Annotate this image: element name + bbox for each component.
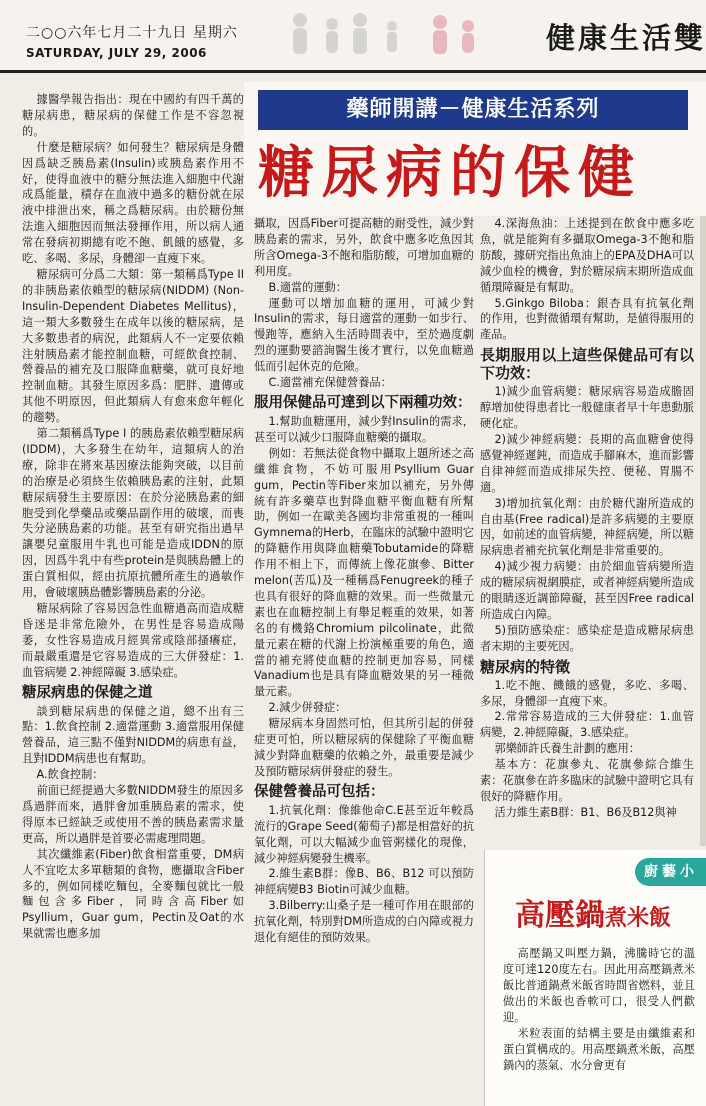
paragraph: C.適當補充保健營養品：	[268, 376, 392, 390]
paragraph: 4)減少視力病變：由於細血管病變所造成的糖尿病視網膜症，或者神經病變所造成的眼睛逐近調節障礙，甚至因Free radical所造成白內障。	[480, 560, 694, 621]
paragraph: 3.Bilberry:山桑子是一種可作用在眼部的抗氧化劑，特別對DM所造成的白內障或視力退化有絕佳的預防效果。	[254, 899, 474, 945]
cooking-column	[484, 850, 706, 1106]
paragraph: 據醫學報告指出：現在中國約有四千萬的糖尿病患，糖尿病的保健工作是不容忽視的。	[22, 93, 244, 138]
paragraph: 談到糖尿病患的保健之道，總不出有三點：1.飲食控制 2.適當運動 3.適當服用保健營養品，這三點不僅對NIDDM的病患有益，且對IDDM病患也有幫助。	[22, 704, 244, 766]
paragraph: 例如：若無法從食物中攝取上題所述之高纖維食物，不妨可服用Psyllium Guar gum，Pectin等Fiber來加以補充，另外傳統有許多藥草也對降血糖平衡血糖有所幫助，例如一在歐美各國均非常重視的一種叫Gymnema的Herb，在臨床的試驗中證明它的降糖作用與降血糖藥Tobutamide的降糖作用不相上下，而傳統上像花旗參、Bitter melon(苦瓜)及一種稱爲Fenugreek的種子也具有很好的降血糖的效果。而一些微量元素也在血糖控制上有舉足輕重的效果，如著名的有機鉻Chromium pilcolinate，此微量元素在糖的代謝上扮演極重要的角色，適當的補充將使血糖的控制更加容易，同樣Vanadium也是具有降血糖效果的另一種微量元素。	[254, 446, 474, 699]
paragraph: 4.深海魚油：上述提到在飲食中應多吃魚，就是能夠有多攝取Omega-3不飽和脂肪酸，據研究指出魚油上的EPA及DHA可以減少血栓的機會，對於糖尿病末期所造成血循環障礙是有幫助。	[480, 217, 694, 294]
article-banner	[244, 82, 706, 216]
paragraph: 郭樂師許氏養生計劃的應用：	[494, 742, 640, 756]
date-chinese: 二○○六年七月二十九日 星期六	[26, 25, 238, 41]
paragraph: 糖尿病本身固然可怕，但其所引起的併發症更可怕，所以糖尿病的保健除了平衡血糖減少對降血糖藥的依賴之外，最重要是減少及預防糖尿病併發症的發生。	[254, 717, 474, 778]
paragraph: 基本方：花旗參丸、花旗參綜合維生素：花旗參在許多臨床的試驗中證明它具有很好的降糖作用。	[480, 758, 694, 803]
paragraph: 3)增加抗氧化劑：由於糖代謝所造成的自由基(Free radical)是許多病變的主要原因，如前述的血管病變，神經病變，所以糖尿病患者補充抗氧化劑是非常重要的。	[480, 496, 694, 558]
paragraph: 攝取，因爲Fiber可提高糖的耐受性，減少對胰島素的需求，另外，飲食中應多吃魚因其所含Omega-3不飽和脂肪酸，可增加血糖的利用度。	[254, 217, 474, 278]
paragraph: 1.幫助血糖運用，減少對Insulin的需求，甚至可以減少口服降血糖藥的攝取。	[254, 414, 474, 444]
paragraph: 1.抗氧化劑：像維他命C.E甚至近年較爲流行的Grape Seed(葡萄子)都是相當好的抗氧化劑，可以大幅減少血管粥樣化的現像，減少神經病變發生機率。	[254, 803, 474, 865]
adjacent-page-edge	[700, 216, 706, 846]
paragraph: 2)減少神經病變：長期的高血糖會使得感覺神經遲鈍，而造成手腳麻木，進而影響自律神經而造成排尿失控、便秘、胃腸不適。	[480, 432, 694, 494]
paragraph: 什麼是糖尿病？如何發生？糖尿病是身體因爲缺乏胰島素(Insulin)或胰島素作用不好，使得血液中的糖分無法進入細胞中代謝成爲能量，積存在血液中過多的糖份就在尿液中排泄出來，稱之爲糖尿病。由於糖份無法進入細胞因而無法發揮作用，所以病人通常在發病初期總有吃不飽、飢餓的感覺，多吃、多喝、多尿，身體卻一直瘦下來。	[22, 140, 244, 266]
cooking-title-main: 高壓鍋	[515, 898, 605, 933]
paragraph: 2.常常容易造成的三大併發症：1.血管病變，2.神經障礙，3.感染症。	[480, 710, 694, 740]
subheading: 長期服用以上這些保健品可有以下功效：	[480, 346, 694, 383]
article-column-3	[480, 216, 694, 844]
paragraph: 運動可以增加血糖的運用，可減少對Insulin的需求，每日適當的運動一如步行、慢跑等，應納入生活時間表中，至於過度劇烈的運動要諮詢醫生後才實行，以免血糖過低而引起休克的危險。	[254, 296, 474, 374]
paragraph: 前面已經提過大多數NIDDM發生的原因多爲過胖而來，過胖會加重胰島素的需求，使得原本已經缺乏或使用不善的胰島素需求量更高，所以過胖是首要必需處理問題。	[22, 784, 244, 845]
paragraph: 其次纖維素(Fiber)飲食相當重要，DM病人不宜吃太多單糖類的食物，應攝取含Fiber多的，例如同樣吃麵包，全麥麵包就比一般麵包含多Fiber，同時含高Fiber如Psyllium，Guar gum，Pectin及Oat的水果就需也應多加	[22, 847, 244, 941]
subheading: 糖尿病的特徵	[480, 657, 571, 676]
paragraph: 1)減少血管病變：糖尿病容易造成膽固醇增加使得患者比一般健康者早十年患動脈硬化症。	[480, 385, 694, 431]
article-column-1	[22, 92, 244, 1096]
paragraph: 2.減少併發症：	[268, 701, 347, 715]
date-english: SATURDAY, JULY 29, 2006	[26, 46, 207, 60]
paragraph: 第二類稱爲Type I 的胰島素依賴型糖尿病(IDDM)，大多發生在幼年，這類病人的治療，除非在將來基因療法能夠突破，以目前的治療是必須終生依賴胰島素的注射，此類糖尿病發生主要原因：在於分泌胰島素的細胞受到化學藥品或藥品副作用的破壞，而喪失分泌胰島素的功能。甚至有研究指出過早讓嬰兒童服用牛乳也可能是造成IDDN的原因，因爲牛乳中有些protein是與胰島體上的蛋白質相似，經由抗原抗體所產生的過敏作用，會破壞胰島體影響胰島素的分泌。	[22, 427, 244, 600]
subheading: 服用保健品可達到以下兩種功效：	[254, 394, 472, 411]
banner-subtitle: 藥師開講－健康生活系列	[258, 90, 688, 130]
paragraph: B.適當的運動：	[268, 280, 347, 294]
paragraph: 2.維生素B群：像B、B6、B12 可以預防神經病變B3 Biotin可減少血糖。	[254, 867, 474, 897]
paragraph: 糖尿病除了容易因急性血糖過高而造成糖昏迷是非常危險外，在男性是容易造成陽萎，女性容易造成月經異常或陰部搔癢症，而最嚴重還是它容易造成的三大併發症：1.血管病變 2.神經障礙 3.感染症。	[22, 602, 244, 679]
subheading: 糖尿病患的保健之道	[22, 684, 153, 701]
paragraph: 米粒表面的結構主要是由纖維素和蛋白質構成的。用高壓鍋煮米飯，高壓鍋內的蒸氣、水分會更有	[503, 1027, 695, 1072]
paragraph: 糖尿病可分爲二大類：第一類稱爲Type II的非胰島素依賴型的糖尿病(NIDDM) (Non-Insulin-Dependent Diabetes Mellitus)，這一類大多數發生在成年以後的糖尿病，是大多數患者的病況，此類病人不一定要依賴注射胰島素才能控制血糖，可經飲食控制、營養品的補充及口服降血糖藥，就可良好地控制血糖。其發生原因多爲：肥胖、遺傳或其他不明原因，但此類病人有愈來愈年輕化的趨勢。	[22, 267, 244, 425]
paragraph: 5.Ginkgo Biloba：銀杏具有抗氧化劑的作用，也對微循環有幫助，是値得服用的產品。	[480, 296, 694, 342]
family-silhouette-icon	[260, 8, 510, 62]
paragraph: 1.吃不飽、饑餓的感覺，多吃、多喝、多尿，身體卻一直瘦下來。	[480, 678, 694, 708]
paragraph: A.飲食控制：	[36, 768, 104, 782]
paragraph: 活力維生素B群：B1、B6及B12與神	[494, 805, 677, 819]
paragraph: 高壓鍋又叫壓力鍋，沸騰時它的溫度可達120度左右。因此用高壓鍋煮米飯比普通鍋煮米飯省時間省燃料，並且做出的米飯也香軟可口，很受人們歡迎。	[503, 947, 695, 1024]
headline: 糖尿病的保健	[258, 141, 642, 206]
section-title: 健康生活雙	[545, 21, 706, 55]
paragraph: 5)預防感染症：感染症是造成糖尿病患者末期的主要死因。	[480, 623, 694, 653]
cooking-title	[515, 890, 671, 934]
subheading: 保健營養品可包括：	[254, 783, 385, 800]
article-column-2	[254, 216, 474, 1096]
newspaper-masthead	[0, 0, 706, 73]
cooking-tag: 廚藝小	[635, 858, 706, 886]
cooking-title-sub: 煮米飯	[605, 906, 672, 931]
cooking-body	[503, 946, 695, 1074]
